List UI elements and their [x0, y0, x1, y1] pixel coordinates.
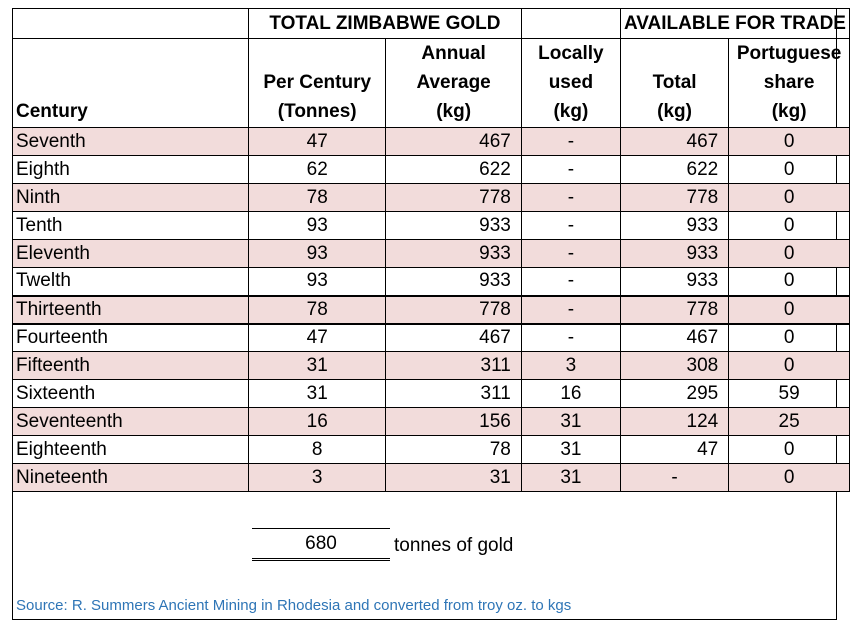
cell-century: Twelth: [13, 268, 249, 296]
table-row: [13, 464, 850, 492]
cell-total: 467: [620, 324, 728, 352]
column-header-row: [13, 39, 850, 128]
table-row: [13, 268, 850, 296]
cell-local: -: [521, 296, 620, 324]
source-note: Source: R. Summers Ancient Mining in Rhodesia and converted from troy oz. to kgs: [16, 597, 572, 614]
cell-total: 622: [620, 156, 728, 184]
cell-local: -: [521, 184, 620, 212]
cell-per-century: 78: [248, 296, 385, 324]
table-body: [13, 128, 850, 492]
cell-per-century: 31: [248, 380, 385, 408]
cell-local: -: [521, 212, 620, 240]
table-row: [13, 324, 850, 352]
cell-per-century: 8: [248, 436, 385, 464]
cell-per-century: 93: [248, 212, 385, 240]
cell-total: -: [620, 464, 728, 492]
column-header-per-century: [248, 39, 385, 128]
column-header-annual-line-3: (kg): [436, 101, 472, 122]
cell-per-century: 47: [248, 324, 385, 352]
cell-per-century: 16: [248, 408, 385, 436]
column-header-local-line-1: Locally: [538, 43, 604, 64]
cell-share: 0: [729, 464, 850, 492]
cell-share: 0: [729, 240, 850, 268]
group-header-spacer: [521, 9, 620, 39]
cell-share: 0: [729, 156, 850, 184]
table-row: [13, 296, 850, 324]
cell-local: 3: [521, 352, 620, 380]
column-header-century-label: Century: [16, 101, 88, 122]
cell-total: 933: [620, 212, 728, 240]
column-header-share: [729, 39, 850, 128]
table-row: [13, 240, 850, 268]
table-row: [13, 128, 850, 156]
cell-annual: 933: [386, 240, 521, 268]
cell-share: 0: [729, 324, 850, 352]
cell-century: Eighth: [13, 156, 249, 184]
cell-per-century: 47: [248, 128, 385, 156]
cell-annual: 778: [386, 296, 521, 324]
cell-century: Fourteenth: [13, 324, 249, 352]
total-tonnes-label: tonnes of gold: [394, 535, 514, 556]
cell-annual: 933: [386, 268, 521, 296]
cell-per-century: 93: [248, 240, 385, 268]
column-header-total: [620, 39, 728, 128]
cell-century: Fifteenth: [13, 352, 249, 380]
column-header-total-line-2: (kg): [657, 101, 692, 122]
cell-per-century: 3: [248, 464, 385, 492]
column-header-per-century-line-1: Per Century: [263, 72, 372, 93]
column-header-total-line-1: Total: [652, 72, 697, 93]
group-header-blank: [13, 9, 249, 39]
group-header-trade: AVAILABLE FOR TRADE: [620, 9, 849, 39]
cell-share: 0: [729, 268, 850, 296]
cell-share: 0: [729, 128, 850, 156]
column-header-per-century-line-2: (Tonnes): [277, 101, 357, 122]
cell-total: 295: [620, 380, 728, 408]
table-row: [13, 156, 850, 184]
cell-total: 933: [620, 268, 728, 296]
column-header-local-line-3: (kg): [553, 101, 589, 122]
column-header-century: [13, 39, 249, 128]
column-header-local-line-2: used: [548, 72, 594, 93]
cell-total: 124: [620, 408, 728, 436]
table-row: [13, 352, 850, 380]
cell-century: Seventh: [13, 128, 249, 156]
total-tonnes-value: 680: [252, 528, 390, 561]
cell-annual: 156: [386, 408, 521, 436]
cell-total: 778: [620, 296, 728, 324]
cell-annual: 622: [386, 156, 521, 184]
cell-share: 25: [729, 408, 850, 436]
table-row: [13, 408, 850, 436]
cell-local: 31: [521, 436, 620, 464]
column-header-annual-line-1: Annual: [421, 43, 486, 64]
cell-share: 0: [729, 296, 850, 324]
cell-century: Sixteenth: [13, 380, 249, 408]
cell-century: Seventeenth: [13, 408, 249, 436]
cell-share: 0: [729, 436, 850, 464]
column-header-annual: [386, 39, 521, 128]
table-row: [13, 436, 850, 464]
cell-total: 467: [620, 128, 728, 156]
table-row: [13, 184, 850, 212]
column-header-annual-line-2: Average: [416, 72, 491, 93]
cell-annual: 467: [386, 324, 521, 352]
cell-local: -: [521, 156, 620, 184]
cell-local: 31: [521, 408, 620, 436]
cell-annual: 467: [386, 128, 521, 156]
cell-total: 47: [620, 436, 728, 464]
column-header-local: [521, 39, 620, 128]
cell-share: 0: [729, 212, 850, 240]
column-header-share-line-1: Portuguese: [736, 43, 842, 64]
cell-annual: 78: [386, 436, 521, 464]
column-header-share-line-2: share: [763, 72, 815, 93]
cell-annual: 31: [386, 464, 521, 492]
cell-share: 0: [729, 352, 850, 380]
cell-local: 31: [521, 464, 620, 492]
cell-local: -: [521, 324, 620, 352]
cell-century: Thirteenth: [13, 296, 249, 324]
cell-total: 308: [620, 352, 728, 380]
cell-per-century: 31: [248, 352, 385, 380]
cell-local: -: [521, 240, 620, 268]
cell-century: Ninth: [13, 184, 249, 212]
cell-century: Eleventh: [13, 240, 249, 268]
cell-total: 778: [620, 184, 728, 212]
cell-share: 0: [729, 184, 850, 212]
cell-per-century: 62: [248, 156, 385, 184]
cell-per-century: 78: [248, 184, 385, 212]
table-row: [13, 380, 850, 408]
cell-local: -: [521, 128, 620, 156]
cell-annual: 311: [386, 380, 521, 408]
cell-total: 933: [620, 240, 728, 268]
cell-century: Tenth: [13, 212, 249, 240]
table-row: [13, 212, 850, 240]
cell-century: Eighteenth: [13, 436, 249, 464]
cell-annual: 311: [386, 352, 521, 380]
cell-annual: 778: [386, 184, 521, 212]
cell-annual: 933: [386, 212, 521, 240]
group-header-total: TOTAL ZIMBABWE GOLD: [248, 9, 521, 39]
cell-local: 16: [521, 380, 620, 408]
cell-local: -: [521, 268, 620, 296]
column-header-share-line-3: (kg): [771, 101, 807, 122]
cell-per-century: 93: [248, 268, 385, 296]
gold-table: [12, 8, 850, 492]
cell-share: 59: [729, 380, 850, 408]
group-header-row: [13, 9, 850, 39]
cell-century: Nineteenth: [13, 464, 249, 492]
